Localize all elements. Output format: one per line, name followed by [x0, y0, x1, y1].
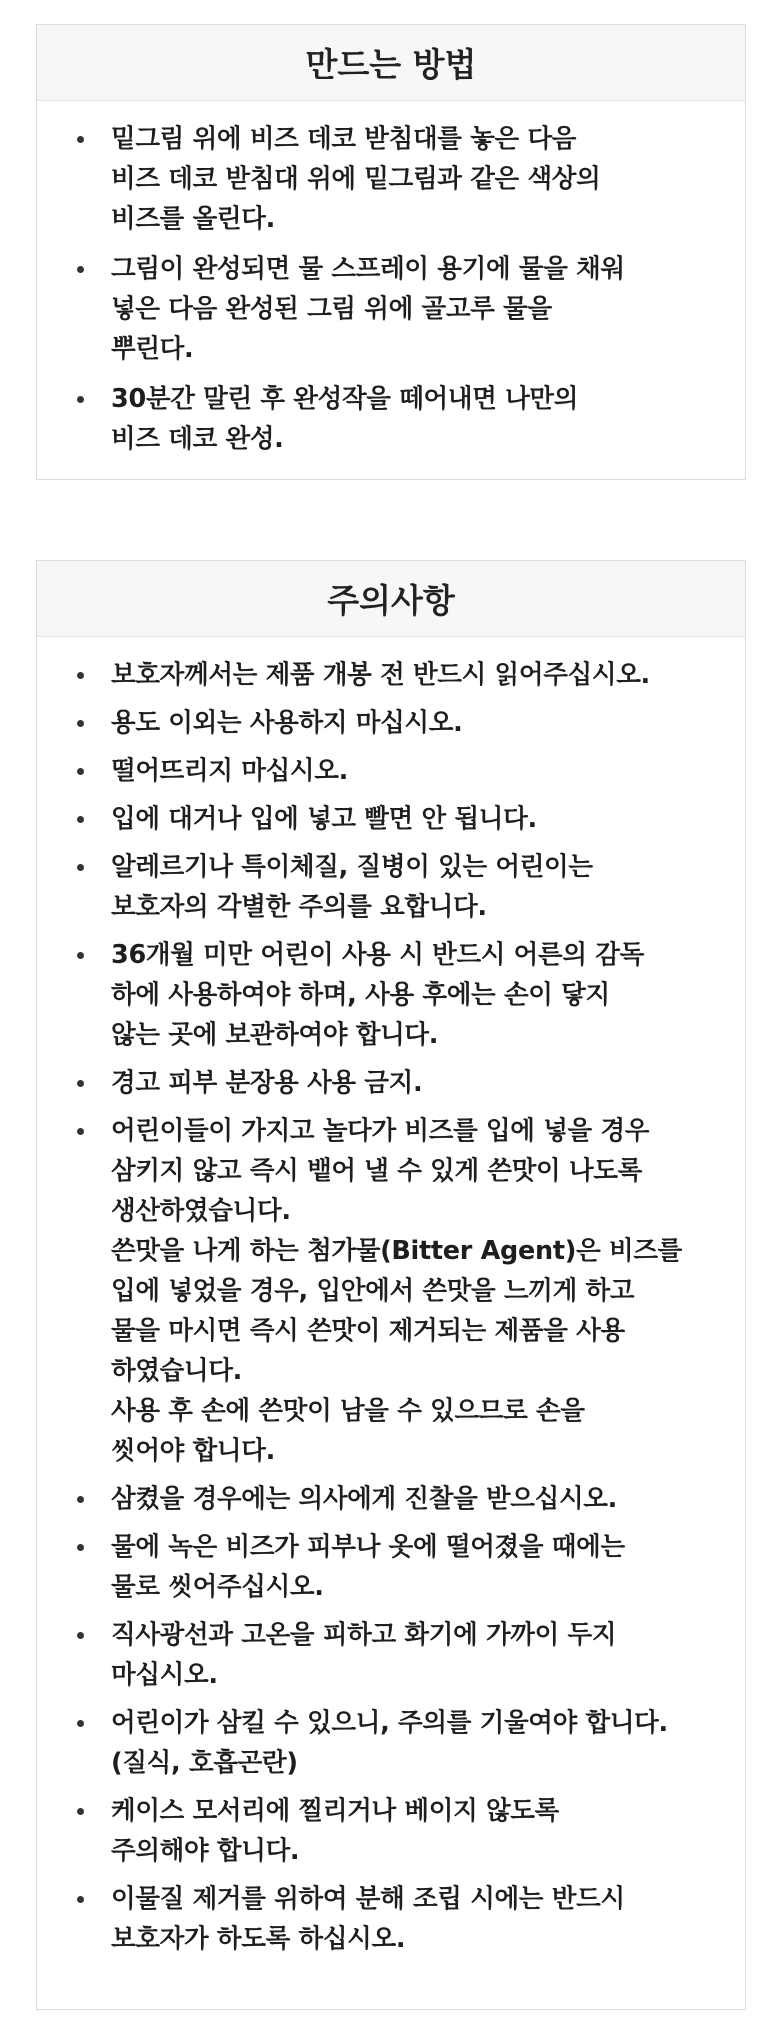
caution-item-text: 물에 녹은 비즈가 피부나 옷에 떨어졌을 때에는 물로 씻어주십시오.	[111, 1532, 625, 1602]
caution-item	[77, 847, 725, 927]
bullet-icon	[77, 266, 84, 273]
method-step	[77, 249, 725, 369]
caution-section	[36, 560, 746, 2010]
caution-item-text: 36개월 미만 어린이 사용 시 반드시 어른의 감독 하에 사용하여야 하며, 사용 후에는 손이 닿지 않는 곳에 보관하여야 합니다.	[111, 940, 644, 1050]
caution-list	[37, 637, 745, 1959]
method-step-text: 그림이 완성되면 물 스프레이 용기에 물을 채워 넣은 다음 완성된 그림 위에 골고루 물을 뿌린다.	[111, 254, 625, 364]
bullet-icon	[77, 1720, 84, 1727]
bullet-icon	[77, 672, 84, 679]
bullet-icon	[77, 396, 84, 403]
method-step-text: 30분간 말린 후 완성작을 떼어내면 나만의 비즈 데코 완성.	[111, 384, 579, 454]
method-step	[77, 119, 725, 239]
how-to-make-header	[37, 25, 745, 101]
caution-item	[77, 1479, 725, 1519]
how-to-make-title: 만드는 방법	[305, 45, 477, 84]
bullet-icon	[77, 1496, 84, 1503]
caution-item-text: 이물질 제거를 위하여 분해 조립 시에는 반드시 보호자가 하도록 하십시오.	[111, 1884, 625, 1954]
how-to-make-section	[36, 24, 746, 480]
caution-item	[77, 799, 725, 839]
caution-item-text: 떨어뜨리지 마십시오.	[111, 756, 348, 786]
bullet-icon	[77, 816, 84, 823]
caution-item-text: 보호자께서는 제품 개봉 전 반드시 읽어주십시오.	[111, 660, 650, 690]
caution-item-text: 알레르기나 특이체질, 질병이 있는 어린이는 보호자의 각별한 주의를 요합니다.	[111, 852, 593, 922]
bullet-icon	[77, 1896, 84, 1903]
bullet-icon	[77, 1544, 84, 1551]
bullet-icon	[77, 1808, 84, 1815]
caution-item	[77, 1703, 725, 1783]
method-step	[77, 379, 725, 459]
bullet-icon	[77, 1632, 84, 1639]
method-step-text: 밑그림 위에 비즈 데코 받침대를 놓은 다음 비즈 데코 받침대 위에 밑그림과 같은 색상의 비즈를 올린다.	[111, 124, 601, 234]
caution-item	[77, 703, 725, 743]
caution-item-text: 경고 피부 분장용 사용 금지.	[111, 1068, 423, 1098]
bullet-icon	[77, 1080, 84, 1087]
caution-item-text: 직사광선과 고온을 피하고 화기에 가까이 두지 마십시오.	[111, 1620, 617, 1690]
caution-item	[77, 1527, 725, 1607]
caution-item	[77, 935, 725, 1055]
bullet-icon	[77, 136, 84, 143]
bullet-icon	[77, 768, 84, 775]
caution-item	[77, 1879, 725, 1959]
bullet-icon	[77, 864, 84, 871]
how-to-make-list	[37, 101, 745, 459]
bullet-icon	[77, 720, 84, 727]
caution-item-text: 어린이가 삼킬 수 있으니, 주의를 기울여야 합니다. (질식, 호흡곤란)	[111, 1708, 668, 1778]
caution-item-text: 어린이들이 가지고 놀다가 비즈를 입에 넣을 경우 삼키지 않고 즉시 뱉어 낼 수 있게 쓴맛이 나도록 생산하였습니다. 쓴맛을 나게 하는 첨가물(Bitter Agent)은 비즈를 입에 넣었을 경우, 입안에서 쓴맛을 느끼게 하고 물을 마시면 즉시 쓴맛이 제거되는 제품을 사용 하였습니다. 사용 후 손에 쓴맛이 남을 수 있으므로 손을 씻어야 합니다.	[111, 1116, 683, 1466]
caution-header	[37, 561, 745, 637]
caution-item	[77, 1063, 725, 1103]
caution-item	[77, 1615, 725, 1695]
caution-item	[77, 655, 725, 695]
caution-item-text: 케이스 모서리에 찔리거나 베이지 않도록 주의해야 합니다.	[111, 1796, 559, 1866]
caution-item-text: 입에 대거나 입에 넣고 빨면 안 됩니다.	[111, 804, 537, 834]
bullet-icon	[77, 952, 84, 959]
caution-item	[77, 1791, 725, 1871]
caution-item-text: 삼켰을 경우에는 의사에게 진찰을 받으십시오.	[111, 1484, 618, 1514]
bullet-icon	[77, 1128, 84, 1135]
caution-item	[77, 1111, 725, 1471]
caution-item-text: 용도 이외는 사용하지 마십시오.	[111, 708, 463, 738]
caution-item	[77, 751, 725, 791]
caution-title: 주의사항	[327, 581, 455, 620]
